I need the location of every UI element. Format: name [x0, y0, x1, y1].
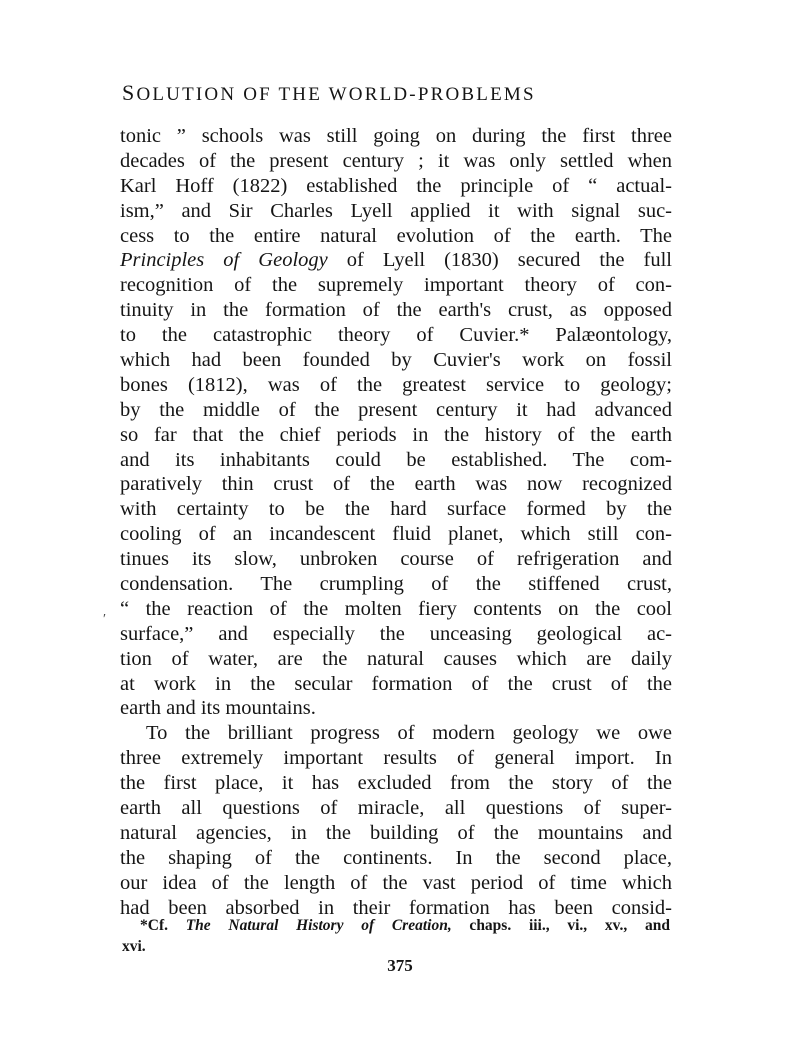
text-line: which had been founded by Cuvier's work on fossil — [120, 349, 672, 372]
running-head-rest: OLUTION OF THE WORLD-PROBLEMS — [136, 84, 536, 105]
text-line: tonic ” schools was still going on during the first three — [120, 125, 672, 147]
text-line: and its inhabitants could be established. The com- — [120, 448, 672, 471]
text-line: bones (1812), was of the greatest service to geology; — [120, 373, 672, 396]
text-line: To the brilliant progress of modern geology we owe — [146, 722, 672, 745]
footnote-line — [122, 915, 670, 936]
text-line: so far that the chief periods in the history of the earth — [120, 423, 672, 446]
text-line: by the middle of the present century it had advanced — [120, 398, 672, 421]
page-number: 375 — [387, 956, 413, 975]
text-line: ism,” and Sir Charles Lyell applied it with signal suc- — [120, 199, 672, 222]
text-line: recognition of the supremely important theory of con- — [120, 274, 672, 297]
text-line: earth all questions of miracle, all questions of super- — [120, 797, 672, 820]
text-line: tinues its slow, unbroken course of refrigeration and — [120, 548, 672, 571]
footnote-continuation: xvi. — [122, 938, 146, 955]
italic-title: Principles of Geology — [120, 249, 328, 272]
footnote — [122, 915, 670, 957]
text-line: “ the reaction of the molten fiery contents on the cool — [120, 597, 672, 620]
text-line: earth and its mountains. — [120, 697, 316, 720]
text-line: had been absorbed in their formation has been consid- — [120, 896, 672, 919]
text-line: Principles of Geology of Lyell (1830) secured the full — [120, 249, 672, 272]
text-line: tinuity in the formation of the earth's crust, as opposed — [120, 299, 672, 322]
text-line: Karl Hoff (1822) established the principle of “ actual- — [120, 174, 672, 197]
text-line: our idea of the length of the vast period of time which — [120, 871, 672, 894]
text-line: three extremely important results of general import. In — [120, 747, 672, 770]
text-line: condensation. The crumpling of the stiffened crust, — [120, 573, 672, 596]
footnote-prefix: Cf. — [147, 917, 186, 934]
body-text — [120, 124, 672, 921]
text-line: natural agencies, in the building of the mountains and — [120, 821, 672, 844]
running-head-initial: S — [122, 80, 137, 105]
text-line: with certainty to be the hard surface formed by the — [120, 498, 672, 521]
footnote-marker: * — [140, 917, 148, 934]
text-line: cooling of an incandescent fluid planet, which still con- — [120, 523, 672, 546]
text-line: the shaping of the continents. In the second place, — [120, 846, 672, 869]
text-line: surface,” and especially the unceasing geological ac- — [120, 622, 672, 645]
text-line: decades of the present century ; it was only settled when — [120, 149, 672, 172]
margin-speck: ′ — [103, 612, 107, 627]
footnote-suffix: chaps. iii., vi., xv., and — [451, 917, 670, 934]
text-line: cess to the entire natural evolution of the earth. The — [120, 224, 672, 247]
text-line: the first place, it has excluded from the story of the — [120, 772, 672, 795]
footnote-title: The Natural History of Creation, — [185, 917, 452, 934]
text-line: tion of water, are the natural causes which are daily — [120, 647, 672, 670]
text-line: at work in the secular formation of the crust of the — [120, 672, 672, 695]
text-line: paratively thin crust of the earth was now recognized — [120, 473, 672, 496]
text-line: to the catastrophic theory of Cuvier.* Palæontology, — [120, 324, 672, 347]
running-head — [122, 80, 682, 106]
